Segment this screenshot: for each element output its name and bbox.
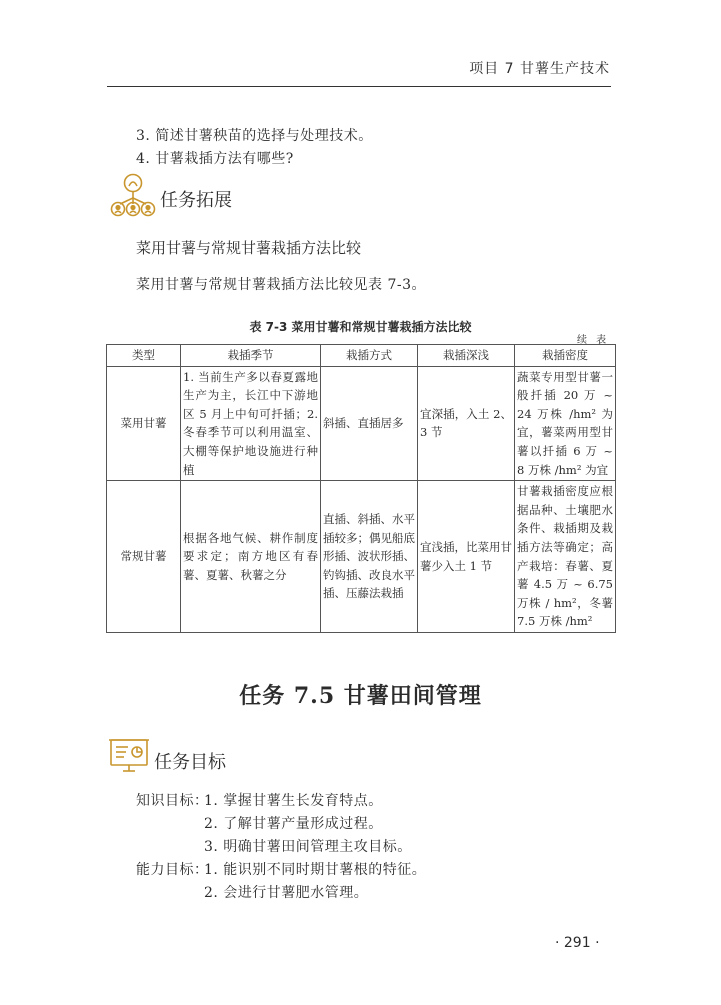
knowledge-objective-3: 3. 明确甘薯田间管理主攻目标。	[204, 839, 412, 855]
running-header: 项目 7 甘薯生产技术	[469, 61, 610, 77]
table-continued-label: 续 表	[577, 335, 610, 346]
table-row	[107, 481, 616, 633]
page-number: · 291 ·	[555, 935, 600, 951]
cell-density: 甘薯栽插密度应根据品种、土壤肥水条件、栽插期及栽插方法等确定；高产栽培：春薯、夏薯 4.5 万 ~ 6.75 万株 / hm²，冬薯 7.5 万株 /hm²	[515, 481, 616, 633]
comparison-table	[106, 344, 616, 633]
cell-depth: 宜深插，入土 2、3 节	[418, 366, 515, 481]
header-rule	[107, 86, 611, 87]
cell-season: 1. 当前生产多以春夏露地生产为主，长江中下游地区 5 月上中旬可扦插；2. 冬春季节可以利用温室、大棚等保护地设施进行种植	[181, 366, 321, 481]
extension-title: 任务拓展	[160, 190, 232, 211]
cell-type: 菜用甘薯	[107, 366, 181, 481]
ability-objective-2: 2. 会进行甘薯肥水管理。	[204, 885, 369, 901]
cell-method: 直插、斜插、水平插较多；偶见船底形插、波状形插、钓钩插、改良水平插、压藤法栽插	[321, 481, 418, 633]
table-row	[107, 366, 616, 481]
cell-type: 常规甘薯	[107, 481, 181, 633]
question-4: 4. 甘薯栽插方法有哪些?	[136, 151, 294, 167]
column-header: 栽插密度	[515, 345, 616, 367]
extension-subheading: 菜用甘薯与常规甘薯栽插方法比较	[136, 239, 362, 257]
column-header: 栽插季节	[181, 345, 321, 367]
task-title: 任务 7.5 甘薯田间管理	[239, 683, 482, 709]
column-header: 类型	[107, 345, 181, 367]
objectives-title: 任务目标	[154, 752, 226, 773]
ability-label: 能力目标：	[136, 862, 209, 878]
cell-depth: 宜浅插，比菜用甘薯少入土 1 节	[418, 481, 515, 633]
column-header: 栽插深浅	[418, 345, 515, 367]
knowledge-label: 知识目标：	[136, 793, 209, 809]
column-header: 栽插方式	[321, 345, 418, 367]
cell-season: 根据各地气候、耕作制度要求定；南方地区有春薯、夏薯、秋薯之分	[181, 481, 321, 633]
question-3: 3. 简述甘薯秧苗的选择与处理技术。	[136, 128, 373, 144]
table-caption: 表 7-3 菜用甘薯和常规甘薯栽插方法比较	[249, 320, 472, 334]
ability-objective-1: 1. 能识别不同时期甘薯根的特征。	[204, 862, 427, 878]
presentation-board-icon	[108, 737, 150, 773]
extension-paragraph: 菜用甘薯与常规甘薯栽插方法比较见表 7-3。	[136, 277, 426, 293]
knowledge-objective-1: 1. 掌握甘薯生长发育特点。	[204, 793, 383, 809]
people-network-icon	[108, 172, 158, 218]
knowledge-objective-2: 2. 了解甘薯产量形成过程。	[204, 816, 383, 832]
cell-method: 斜插、直插居多	[321, 366, 418, 481]
table-header-row	[107, 345, 616, 367]
cell-density: 蔬菜专用型甘薯一般扦插 20 万 ~ 24 万株 /hm² 为宜，薯菜两用型甘薯以扦插 6 万 ~ 8 万株 /hm² 为宜	[515, 366, 616, 481]
